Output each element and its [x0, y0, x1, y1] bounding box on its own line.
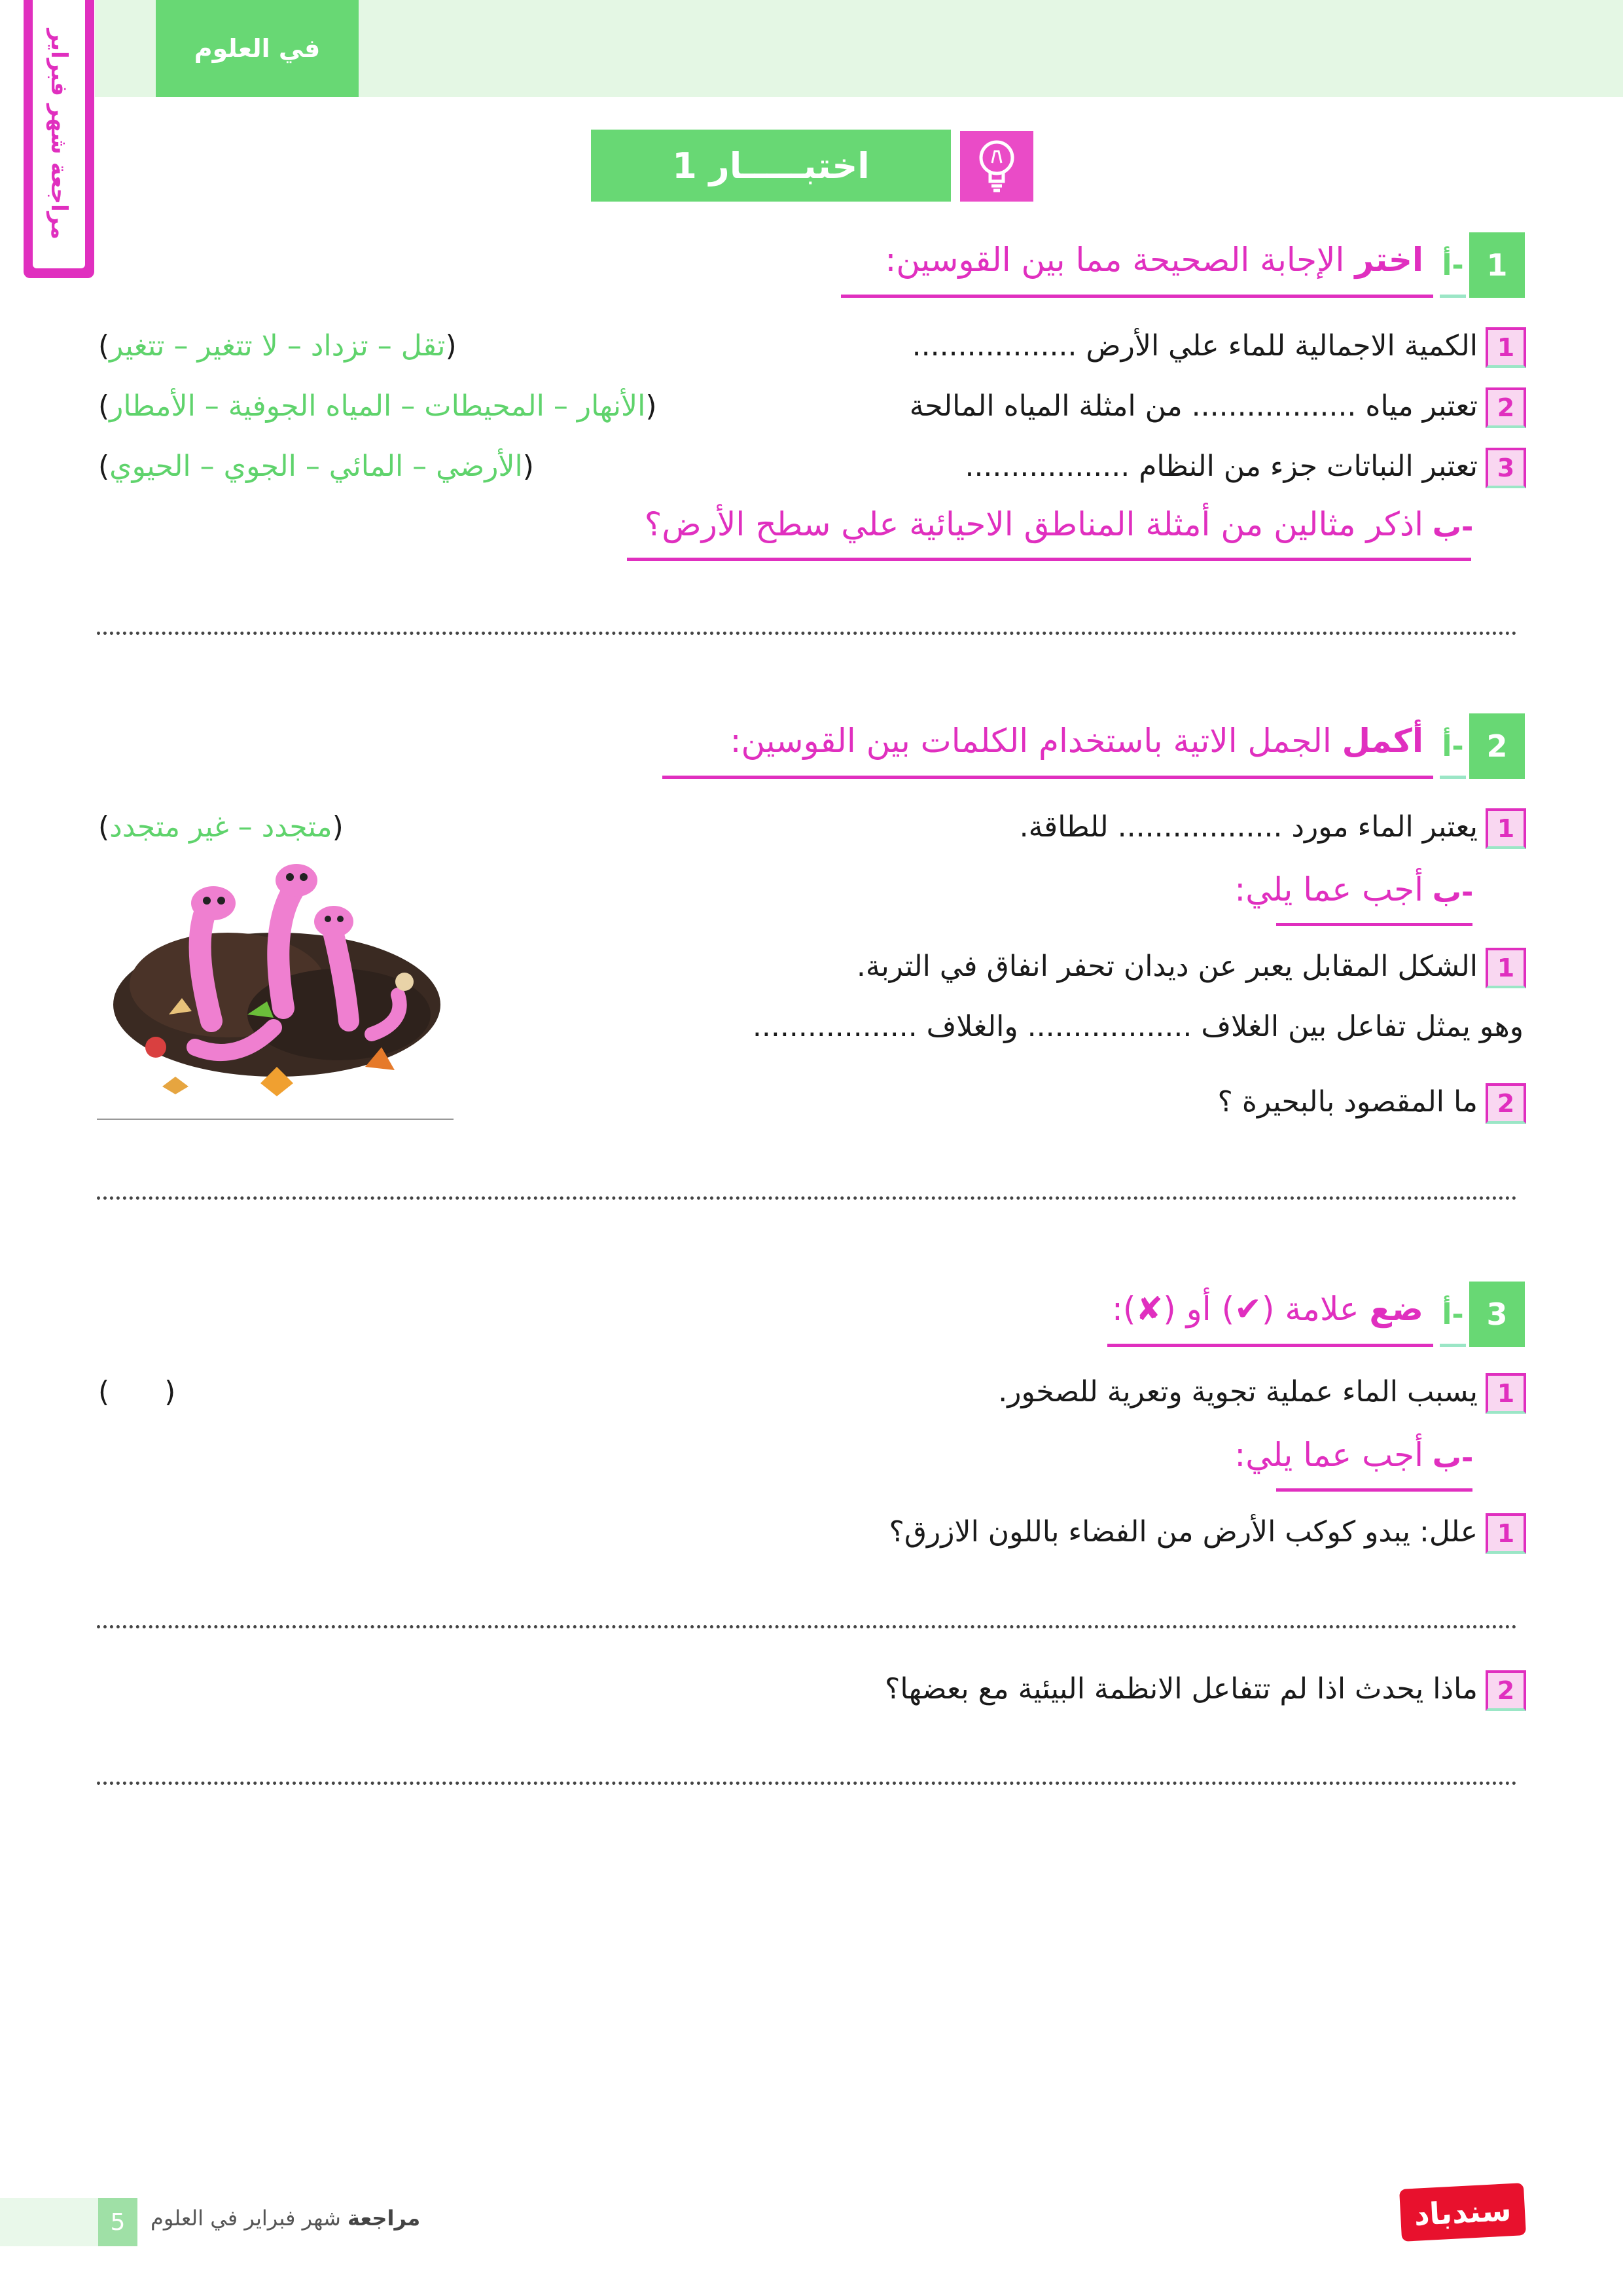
answer-box[interactable]: ( ) [98, 1375, 176, 1408]
section-3-letter-a: أ- [1442, 1297, 1464, 1331]
paren-close: ) [98, 450, 110, 483]
item-number: 1 [1486, 1513, 1526, 1554]
item-number: 2 [1486, 1670, 1526, 1711]
heading-rest: الجمل الاتية باستخدام الكلمات بين القوسين: [730, 722, 1342, 760]
section-3-a-heading [1112, 1290, 1423, 1328]
answer-options [98, 329, 457, 363]
item-number: 1 [1486, 948, 1526, 988]
question-text: علل: يبدو كوكب الأرض من الفضاء باللون الازرق؟ [889, 1515, 1478, 1549]
item-number: 2 [1486, 1083, 1526, 1124]
item-number: 1 [1486, 808, 1526, 849]
letter-underline [1440, 776, 1466, 779]
letter-underline [1440, 1344, 1466, 1347]
footer-text-rest: شهر فبراير في العلوم [151, 2206, 348, 2231]
heading-verb: اختر [1355, 241, 1423, 279]
worms-in-soil-illustration [97, 851, 454, 1122]
paren-open: ( [522, 450, 534, 483]
options-text: متجدد – غير متجدد [109, 810, 332, 844]
paren-open: ( [332, 810, 344, 844]
heading-underline [662, 776, 1433, 779]
section-1-b-heading: اذكر مثالين من أمثلة المناطق الاحيائية علي سطح الأرض؟ [644, 505, 1423, 543]
footer-text-bold: مراجعة [347, 2206, 421, 2231]
item-number: 1 [1486, 327, 1526, 368]
question-text: الشكل المقابل يعبر عن ديدان تحفر انفاق في التربة. [856, 950, 1478, 983]
answer-line[interactable] [97, 1625, 1517, 1628]
heading-underline [1107, 1344, 1433, 1347]
section-2-number: 2 [1469, 713, 1525, 779]
footer-text [151, 2206, 420, 2231]
heading-underline [1276, 1488, 1472, 1492]
item-number: 1 [1486, 1373, 1526, 1414]
brand-logo [1399, 2183, 1526, 2242]
section-1-number: 1 [1469, 232, 1525, 298]
heading-verb: أكمل [1342, 722, 1423, 760]
subject-tab [156, 0, 359, 97]
paren-open: ( [445, 329, 457, 363]
section-1-letter-a: أ- [1442, 248, 1464, 282]
options-text: الأنهار – المحيطات – المياه الجوفية – الأمطار [109, 389, 646, 423]
heading-verb: ضع [1369, 1290, 1423, 1328]
section-1-letter-b: ب- [1432, 510, 1474, 544]
section-2-letter-a: أ- [1442, 729, 1464, 763]
letter-underline [1440, 295, 1466, 298]
paren-close: ) [98, 389, 110, 423]
item-number: 2 [1486, 387, 1526, 428]
test-title [591, 130, 951, 202]
answer-line[interactable] [97, 1196, 1517, 1200]
question-text: يعتبر الماء مورد .................. للطاقة. [1019, 810, 1478, 844]
section-2-a-heading [730, 722, 1423, 760]
question-text: يسبب الماء عملية تجوية وتعرية للصخور. [998, 1375, 1478, 1408]
item-number: 3 [1486, 448, 1526, 488]
heading-rest: الإجابة الصحيحة مما بين القوسين: [885, 241, 1355, 279]
heading-rest: علامة (✔) أو (✘): [1111, 1290, 1370, 1328]
footer-band [0, 2198, 98, 2246]
heading-underline [627, 558, 1471, 561]
question-text: الكمية الاجمالية للماء علي الأرض .................. [912, 329, 1478, 363]
question-text: ما المقصود بالبحيرة ؟ [1217, 1085, 1478, 1119]
lightbulb-icon [960, 131, 1033, 202]
paren-close: ) [98, 810, 110, 844]
question-text-continued: وهو يمثل تفاعل بين الغلاف .................. والغلاف .................. [752, 1010, 1524, 1043]
side-strip-label-box [33, 0, 85, 268]
question-text: ماذا يحدث اذا لم تتفاعل الانظمة البيئية مع بعضها؟ [884, 1672, 1478, 1706]
paren-close: ) [98, 329, 110, 363]
heading-underline [841, 295, 1433, 298]
options-text: الأرضي – المائي – الجوي – الحيوي [109, 450, 523, 483]
section-2-letter-b: ب- [1432, 875, 1474, 909]
heading-underline [1276, 923, 1472, 926]
answer-line[interactable] [97, 632, 1517, 635]
answer-options [98, 389, 657, 423]
side-strip-label: مراجعة شهر فبراير [46, 29, 72, 240]
test-title-text: اختبـــــار 1 [672, 145, 870, 187]
options-text: تقل – تزداد – لا تتغير – تتغير [109, 329, 446, 363]
page-number: 5 [98, 2198, 137, 2246]
section-3-number: 3 [1469, 1282, 1525, 1347]
paren-open: ( [645, 389, 657, 423]
question-text: تعتبر النباتات جزء من النظام .................. [965, 450, 1478, 483]
answer-line[interactable] [97, 1782, 1517, 1785]
subject-tab-label: في العلوم [194, 34, 321, 63]
section-3-b-heading: أجب عما يلي: [1234, 1436, 1423, 1474]
section-3-letter-b: ب- [1432, 1441, 1474, 1475]
section-2-b-heading: أجب عما يلي: [1234, 870, 1423, 908]
question-text: تعتبر مياه .................. من امثلة المياه المالحة [909, 389, 1478, 423]
section-1-a-heading [885, 241, 1424, 279]
answer-options [98, 810, 344, 844]
answer-options [98, 450, 534, 483]
brand-logo-text: سندباد [1413, 2192, 1512, 2233]
